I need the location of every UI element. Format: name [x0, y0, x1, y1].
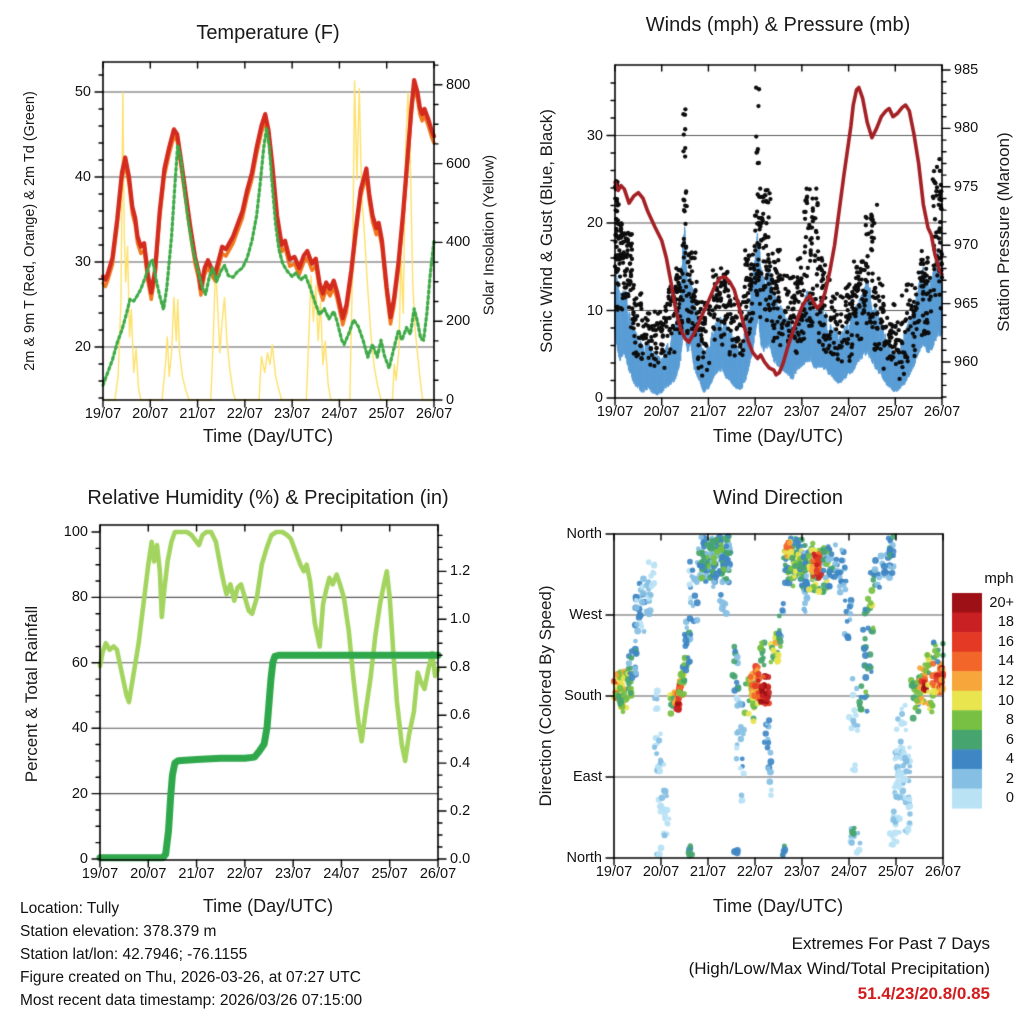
temperature-left-axis-label: 2m & 9m T (Red, Orange) & 2m Td (Green)	[22, 91, 38, 371]
chart-temperature-title: Temperature (F)	[196, 22, 340, 44]
pressure-y-tick-label: 970	[954, 237, 979, 254]
pressure-y-tick-label: 980	[954, 120, 979, 137]
direction-left-axis-label: Direction (Colored By Speed)	[536, 585, 555, 807]
wind-x-tick-label: 19/07	[596, 404, 634, 420]
direction-y-tick-label: West	[569, 607, 602, 623]
footer-latlon: Station lat/lon: 42.7946; -76.1155	[20, 946, 248, 963]
precip-y-tick-label: 1.0	[450, 611, 471, 628]
footer-location: Location: Tully	[20, 900, 120, 917]
colorbar-tick-label: 16	[997, 633, 1014, 650]
wind-x-tick-label: 26/07	[923, 404, 961, 420]
solar-right-axis-label: Solar Insolation (Yellow)	[480, 154, 498, 316]
temp-x-tick-label: 23/07	[273, 406, 311, 422]
precip-y-tick-label: 0.8	[450, 659, 471, 676]
solar-y-tick-label: 800	[446, 76, 471, 93]
direction-x-tick-label: 19/07	[595, 864, 633, 880]
solar-y-tick-label: 200	[446, 313, 471, 330]
wind-x-tick-label: 20/07	[643, 404, 680, 420]
wind-y-tick-label: 0	[594, 390, 603, 406]
rh-x-tick-label: 22/07	[226, 866, 263, 882]
wind-y-tick-label: 20	[586, 215, 603, 231]
wind-x-tick-label: 24/07	[830, 404, 867, 420]
wind-direction-x-axis-label: Time (Day/UTC)	[712, 896, 844, 916]
direction-y-tick-label: North	[566, 526, 602, 542]
colorbar-tick-label: 20+	[989, 594, 1014, 611]
temp-x-tick-label: 26/07	[415, 406, 453, 422]
direction-x-tick-label: 23/07	[783, 864, 821, 880]
colorbar-tick-label: 10	[997, 692, 1014, 709]
solar-y-tick-label: 400	[446, 234, 471, 251]
direction-x-tick-label: 22/07	[736, 864, 774, 880]
colorbar-tick-label: 2	[1005, 770, 1014, 787]
footer-timestamp: Most recent data timestamp: 2026/03/26 07:15:00	[20, 992, 363, 1009]
extremes-block	[689, 931, 990, 1006]
extremes-title: Extremes For Past 7 Days	[791, 934, 990, 953]
temp-x-tick-label: 22/07	[226, 406, 263, 422]
rh-x-tick-label: 25/07	[371, 866, 408, 882]
temp-y-tick-label: 20	[74, 339, 91, 355]
rh-x-tick-label: 24/07	[323, 866, 360, 882]
colorbar-tick-label: 12	[997, 672, 1014, 689]
temp-y-tick-label: 40	[74, 169, 91, 185]
direction-y-tick-label: South	[564, 688, 602, 704]
rh-x-tick-label: 19/07	[81, 866, 119, 882]
temp-y-tick-label: 30	[74, 254, 91, 270]
rh-y-tick-label: 20	[71, 785, 88, 802]
wind-y-tick-label: 30	[586, 127, 603, 144]
rh-y-tick-label: 0	[79, 851, 88, 867]
wind-left-axis-label: Sonic Wind & Gust (Blue, Black)	[537, 109, 556, 353]
wind-x-tick-label: 23/07	[783, 404, 820, 420]
chart-wind-direction-title: Wind Direction	[712, 487, 844, 509]
extremes-values: 51.4/23/20.8/0.85	[857, 984, 990, 1003]
temperature-x-axis-label: Time (Day/UTC)	[202, 426, 334, 446]
temp-x-tick-label: 19/07	[84, 406, 122, 422]
direction-x-tick-label: 20/07	[642, 864, 680, 880]
direction-x-tick-label: 21/07	[689, 864, 727, 880]
rh-y-tick-label: 40	[71, 720, 88, 737]
humidity-left-axis-label: Percent & Total Rainfall	[22, 605, 41, 783]
temp-x-tick-label: 20/07	[132, 406, 169, 422]
direction-x-tick-label: 24/07	[830, 864, 868, 880]
colorbar-tick-label: 4	[1005, 751, 1014, 768]
direction-x-tick-label: 26/07	[924, 864, 962, 880]
pressure-y-tick-label: 965	[954, 295, 979, 312]
precip-y-tick-label: 0.2	[450, 803, 471, 820]
rh-x-tick-label: 20/07	[130, 866, 167, 882]
winds-x-axis-label: Time (Day/UTC)	[712, 426, 844, 446]
precip-y-tick-label: 1.2	[450, 563, 471, 580]
rh-x-tick-label: 23/07	[274, 866, 312, 882]
wind-x-tick-label: 21/07	[690, 404, 727, 420]
temp-x-tick-label: 24/07	[321, 406, 358, 422]
precip-y-tick-label: 0.4	[450, 755, 471, 772]
temp-x-tick-label: 21/07	[179, 406, 216, 422]
footer-elevation: Station elevation: 378.379 m	[20, 923, 217, 940]
chart-humidity-precip-title: Relative Humidity (%) & Precipitation (in)	[87, 487, 449, 509]
pressure-y-tick-label: 985	[954, 62, 979, 78]
solar-y-tick-label: 600	[446, 155, 471, 172]
extremes-subtitle: (High/Low/Max Wind/Total Precipitation)	[688, 959, 990, 978]
wind-y-tick-label: 10	[586, 302, 603, 319]
precip-y-tick-label: 0.0	[450, 851, 471, 867]
solar-y-tick-label: 0	[446, 392, 455, 408]
rh-y-tick-label: 60	[71, 654, 88, 671]
wind-x-tick-label: 22/07	[736, 404, 774, 420]
colorbar-tick-label: 0	[1005, 790, 1014, 807]
colorbar-tick-label: 6	[1005, 731, 1014, 748]
rh-y-tick-label: 80	[71, 589, 88, 606]
colorbar-title: mph	[984, 570, 1014, 587]
wind-x-tick-label: 25/07	[877, 404, 914, 420]
pressure-y-tick-label: 960	[954, 354, 979, 370]
pressure-right-axis-label: Station Pressure (Maroon)	[994, 132, 1013, 332]
rh-y-tick-label: 100	[63, 524, 88, 540]
colorbar-tick-label: 14	[997, 653, 1014, 670]
precip-y-tick-label: 0.6	[450, 707, 471, 724]
rh-x-tick-label: 21/07	[178, 866, 215, 882]
footer-created: Figure created on Thu, 2026-03-26, at 07:27 UTC	[20, 969, 361, 986]
direction-x-tick-label: 25/07	[877, 864, 915, 880]
direction-y-tick-label: North	[566, 850, 602, 866]
pressure-y-tick-label: 975	[954, 178, 979, 195]
direction-y-tick-label: East	[572, 769, 602, 785]
colorbar-tick-label: 8	[1005, 712, 1014, 729]
chart-winds-pressure-title: Winds (mph) & Pressure (mb)	[645, 14, 911, 36]
temp-y-tick-label: 50	[74, 84, 91, 100]
rh-x-tick-label: 26/07	[419, 866, 457, 882]
colorbar-tick-label: 18	[997, 614, 1014, 631]
humidity-x-axis-label: Time (Day/UTC)	[202, 896, 334, 916]
temp-x-tick-label: 25/07	[368, 406, 405, 422]
